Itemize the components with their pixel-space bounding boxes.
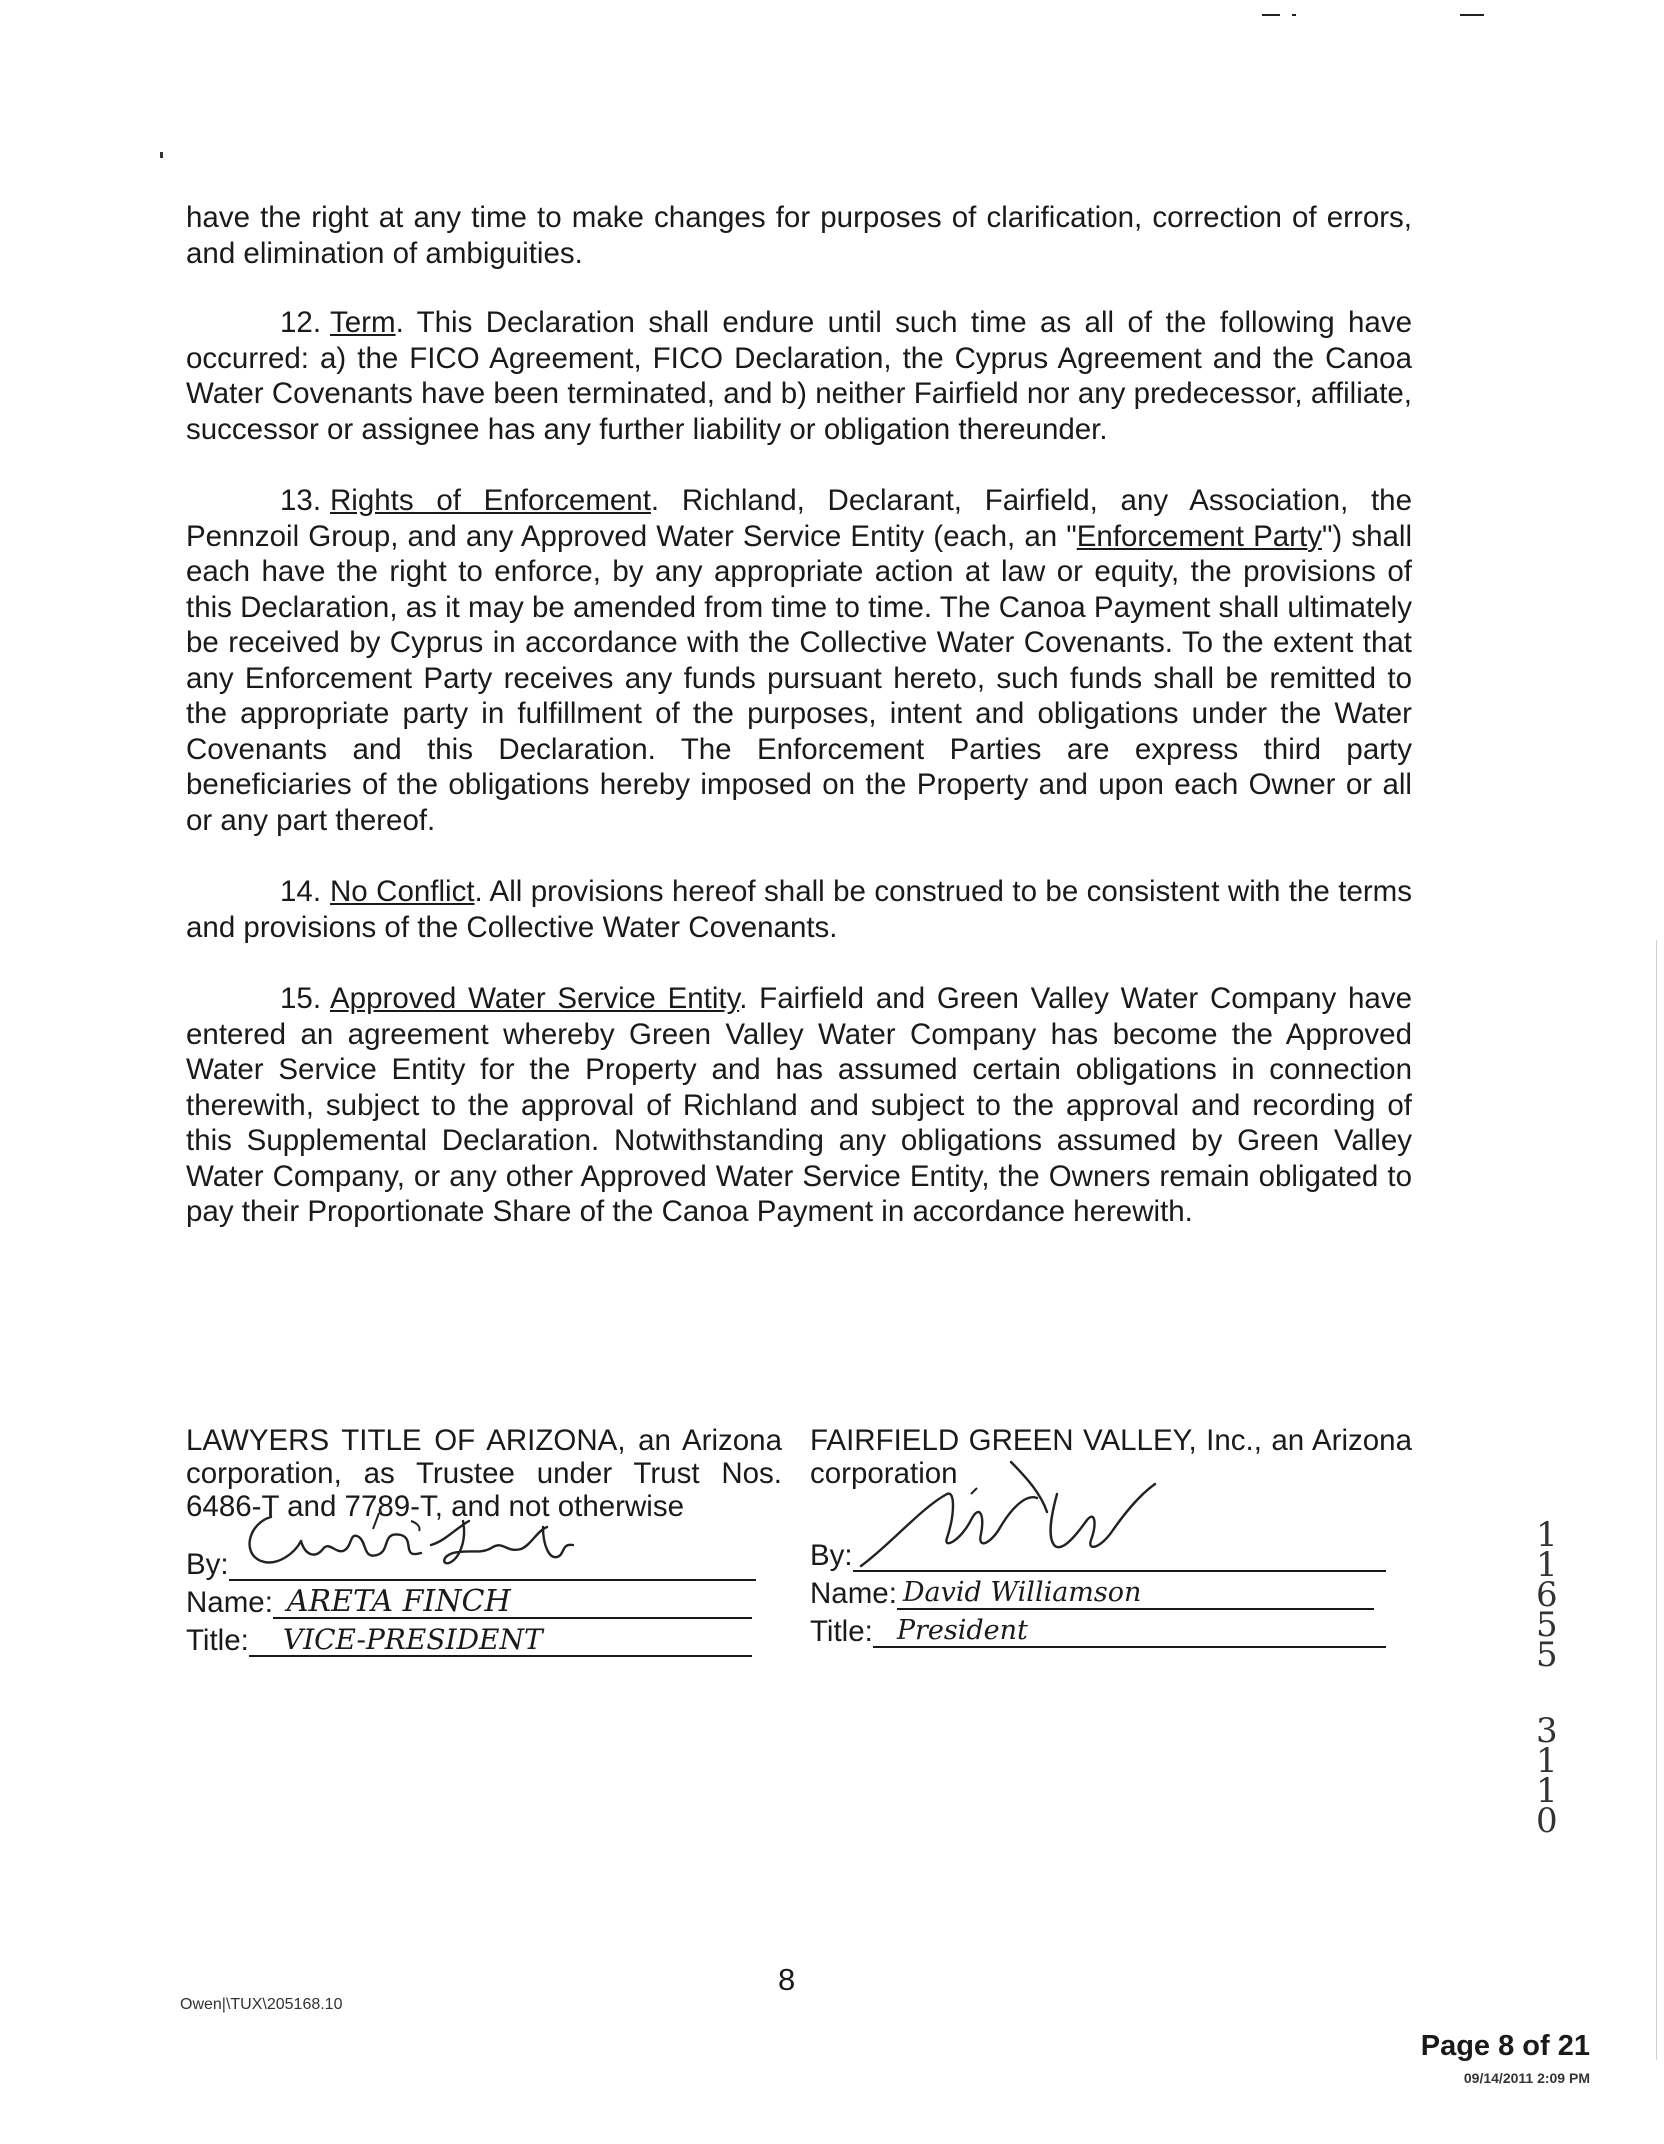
title-label: Title: [186,1624,249,1657]
name-field [273,1584,752,1619]
paragraph-number: 14. [280,875,322,908]
margin-number: 6 [1536,1575,1558,1615]
paragraph-number: 13. [280,484,322,517]
title-field [873,1616,1386,1648]
scan-edge-line [1656,940,1657,2060]
handwritten-signature [851,1454,1211,1574]
signature-title-line [186,1619,752,1657]
paragraph-heading: Approved Water Service Entity [330,982,740,1015]
paragraph-12 [186,305,1412,447]
margin-number: 5 [1536,1605,1558,1645]
paragraph-14 [186,874,1412,945]
paragraph-text: . Fairfield and Green Valley Water Company have entered an agreement whereby Green Valley Water Company has become the Approved Water Service Entity for the Property and has assumed certain obligations in connection therewith, subject to the approval of Richland and subject to the approval and recording of this Supplemental Declaration. Notwithstanding any obligations assumed by Green Valley Water Company, or any other Approved Water Service Entity, the Owners remain obligated to pay their Proportionate Share of the Canoa Payment in accordance herewith. [186,982,1412,1228]
file-reference: Owen|\TUX\205168.10 [180,1996,343,2013]
handwritten-signature [231,1501,611,1579]
page-number: 8 [778,1962,796,1997]
signature-title-line [810,1610,1386,1648]
signature-by-line [810,1534,1386,1572]
title-field [249,1625,752,1657]
paragraph-number: 15. [280,982,322,1015]
signature-block-right [810,1424,1412,1648]
defined-term: Enforcement Party [1076,519,1322,553]
margin-number: 1 [1536,1741,1558,1781]
signature-by-line [186,1543,756,1581]
margin-number: 5 [1536,1635,1558,1675]
intro-continuation: have the right at any time to make changes for purposes of clarification, correction of errors, and elimination of ambiguities. [186,201,1412,270]
paragraph-13 [186,483,1412,838]
document-body [186,200,1412,1266]
signature-name-line [186,1581,752,1619]
scan-mark [1460,14,1484,16]
margin-number: 0 [1536,1801,1558,1841]
paragraph-number: 12. [280,306,322,339]
name-label: Name: [810,1577,897,1610]
handwritten-title: VICE-PRESIDENT [282,1623,543,1656]
margin-number: 1 [1536,1515,1558,1555]
scan-dot [160,152,163,158]
signatory-entity: LAWYERS TITLE OF ARIZONA, an Arizona corporation, as Trustee under Trust Nos. 6486-T and 7789-T, and not otherwise [186,1424,782,1523]
title-label: Title: [810,1615,873,1648]
handwritten-name: David Williamson [902,1577,1142,1608]
by-label: By: [186,1548,229,1581]
paragraph-heading: Rights of Enforcement [330,484,651,517]
margin-number: 3 [1536,1711,1558,1751]
signature-block-left [186,1424,782,1657]
signature-field [853,1540,1386,1572]
page-count: Page 8 of 21 [1420,2030,1590,2062]
handwritten-name: ARETA FINCH [286,1584,511,1619]
paragraph-text: . This Declaration shall endure until such time as all of the following have occurred: a) the FICO Agreement, FICO Declaration, the Cyprus Agreement and the Canoa Water Covenants have been terminated, and b) neither Fairfield nor any predecessor, affiliate, successor or assignee has any further liability or obligation thereunder. [186,306,1412,446]
signature-name-line [810,1572,1374,1610]
signatory-entity: FAIRFIELD GREEN VALLEY, Inc., an Arizona corporation [810,1424,1412,1490]
paragraph-heading: Term [330,306,396,339]
margin-number: 1 [1536,1771,1558,1811]
paragraph-15 [186,981,1412,1230]
name-label: Name: [186,1586,273,1619]
paragraph-heading: No Conflict [330,875,475,908]
scan-mark [1292,14,1296,16]
paragraph-text: . Richland, Declarant, Fairfield, any Association, the Pennzoil Group, and any Approved Water Service Entity (each, an " [186,484,1412,553]
by-label: By: [810,1539,853,1572]
print-timestamp: 09/14/2011 2:09 PM [1463,2070,1590,2086]
scan-mark [1262,14,1280,16]
name-field [897,1578,1374,1610]
handwritten-title: President [896,1615,1028,1646]
paragraph-text: . All provisions hereof shall be construed to be consistent with the terms and provisions of the Collective Water Covenants. [186,875,1412,944]
paragraph-text: ") shall each have the right to enforce, by any appropriate action at law or equity, the provisions of this Declaration, as it may be amended from time to time. The Canoa Payment shall ultimately be received by Cyprus in accordance with the Collective Water Covenants. To the extent that any Enforcement Party receives any funds pursuant hereto, such funds shall be remitted to the appropriate party in fulfillment of the purposes, intent and obligations under the Water Covenants and this Declaration. The Enforcement Parties are express third party beneficiaries of the obligations hereby imposed on the Property and upon each Owner or all or any part thereof. [186,519,1412,837]
signature-field [229,1549,756,1581]
margin-number: 1 [1536,1545,1558,1585]
